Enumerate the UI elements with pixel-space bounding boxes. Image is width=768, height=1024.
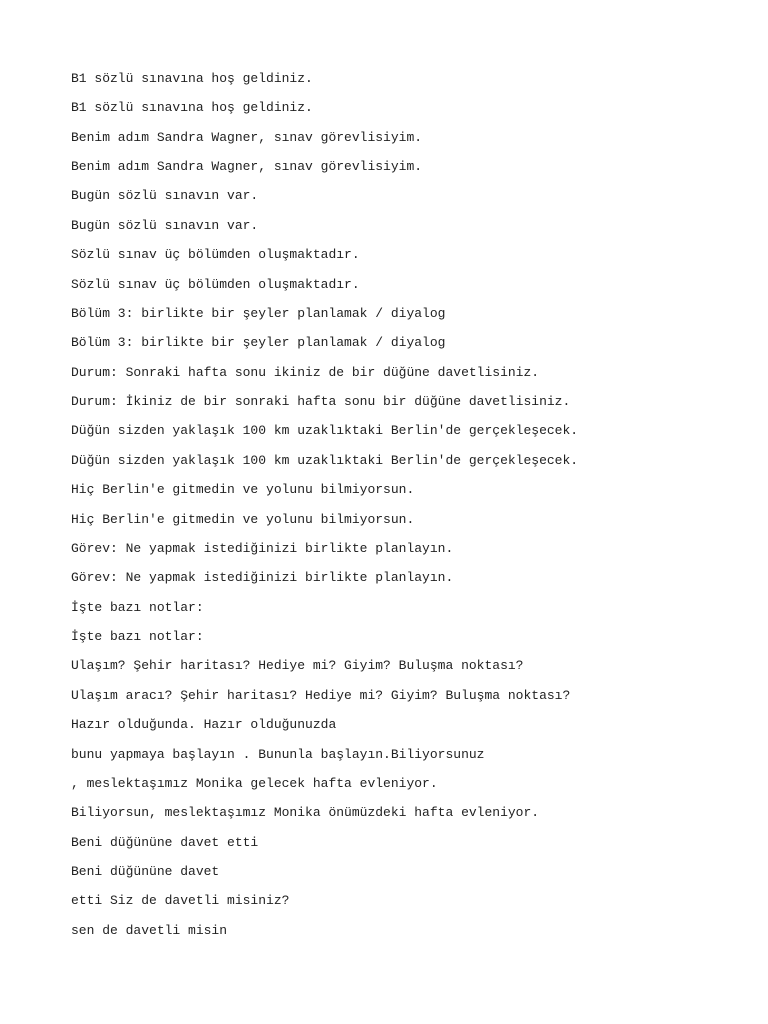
text-line: Düğün sizden yaklaşık 100 km uzaklıktaki Berlin'de gerçekleşecek.: [71, 453, 579, 468]
text-line: bunu yapmaya başlayın . Bununla başlayın.Biliyorsunuz: [71, 747, 485, 762]
text-line: Bugün sözlü sınavın var.: [71, 188, 259, 203]
text-line: sen de davetli misin: [71, 923, 228, 938]
text-line: Durum: Sonraki hafta sonu ikiniz de bir düğüne davetlisiniz.: [71, 365, 540, 380]
text-line: Sözlü sınav üç bölümden oluşmaktadır.: [71, 247, 360, 262]
text-line: Bölüm 3: birlikte bir şeyler planlamak / diyalog: [71, 306, 446, 321]
text-line: Biliyorsun, meslektaşımız Monika önümüzdeki hafta evleniyor.: [71, 805, 540, 820]
text-line: etti Siz de davetli misiniz?: [71, 893, 290, 908]
text-line: Durum: İkiniz de bir sonraki hafta sonu bir düğüne davetlisiniz.: [71, 394, 571, 409]
text-line: Ulaşım aracı? Şehir haritası? Hediye mi? Giyim? Buluşma noktası?: [71, 688, 571, 703]
text-line: Bölüm 3: birlikte bir şeyler planlamak / diyalog: [71, 335, 446, 350]
text-line: Görev: Ne yapmak istediğinizi birlikte planlayın.: [71, 541, 454, 556]
text-line: Düğün sizden yaklaşık 100 km uzaklıktaki Berlin'de gerçekleşecek.: [71, 423, 579, 438]
text-line: İşte bazı notlar:: [71, 600, 204, 615]
text-line: Hiç Berlin'e gitmedin ve yolunu bilmiyorsun.: [71, 482, 415, 497]
text-line: Bugün sözlü sınavın var.: [71, 218, 259, 233]
text-line: Beni düğününe davet: [71, 864, 220, 879]
text-line: B1 sözlü sınavına hoş geldiniz.: [71, 100, 313, 115]
text-line: Sözlü sınav üç bölümden oluşmaktadır.: [71, 277, 360, 292]
text-line: Benim adım Sandra Wagner, sınav görevlisiyim.: [71, 130, 423, 145]
text-line: Ulaşım? Şehir haritası? Hediye mi? Giyim? Buluşma noktası?: [71, 658, 524, 673]
text-line: , meslektaşımız Monika gelecek hafta evleniyor.: [71, 776, 438, 791]
text-line: Beni düğününe davet etti: [71, 835, 259, 850]
text-line: Hazır olduğunda. Hazır olduğunuzda: [71, 717, 337, 732]
text-line: Hiç Berlin'e gitmedin ve yolunu bilmiyorsun.: [71, 512, 415, 527]
text-line: İşte bazı notlar:: [71, 629, 204, 644]
text-line: Görev: Ne yapmak istediğinizi birlikte planlayın.: [71, 570, 454, 585]
text-line: B1 sözlü sınavına hoş geldiniz.: [71, 71, 313, 86]
text-line: Benim adım Sandra Wagner, sınav görevlisiyim.: [71, 159, 423, 174]
